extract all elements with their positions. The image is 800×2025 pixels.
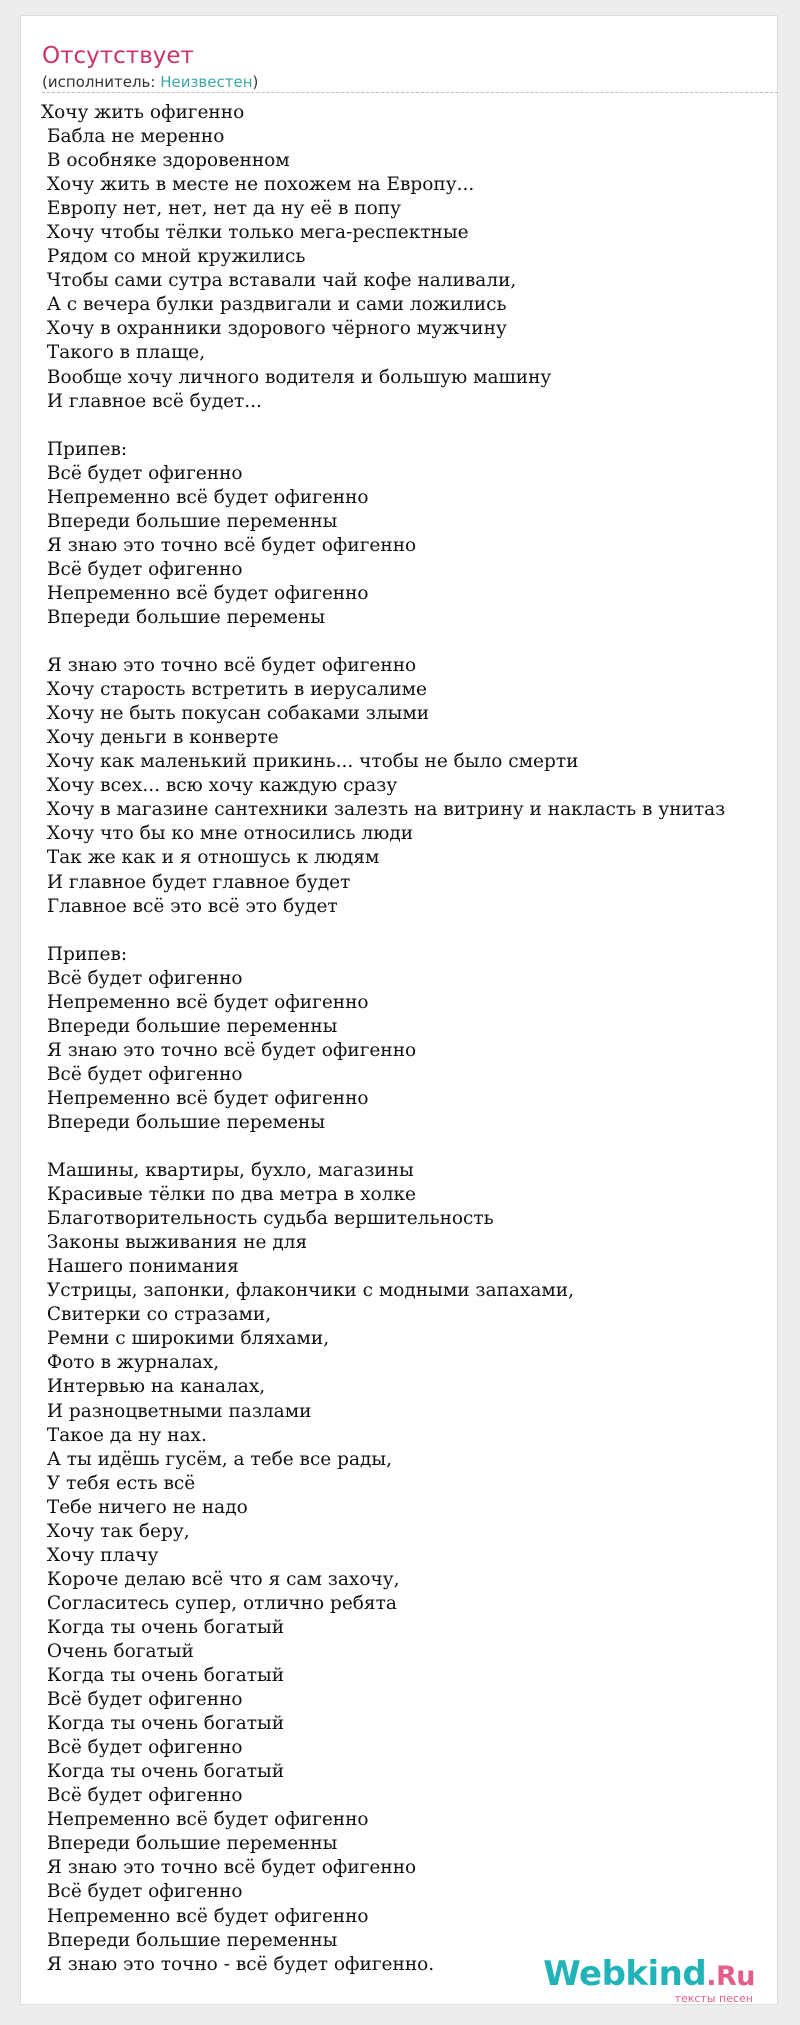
webkind-logo[interactable] xyxy=(543,1955,755,2005)
title-divider xyxy=(42,92,778,93)
artist-link[interactable]: Неизвестен xyxy=(160,73,253,91)
logo-wordmark xyxy=(543,1955,755,1996)
logo-subtitle: тексты песен xyxy=(674,1992,753,2005)
artist-suffix: ) xyxy=(252,73,259,91)
song-title: Отсутствует xyxy=(42,43,194,69)
artist-line xyxy=(42,72,258,92)
lyrics-card xyxy=(20,15,778,2005)
artist-prefix: (исполнитель: xyxy=(42,73,161,91)
lyrics-text: Хочу жить офигенно Бабла не меренно В особняке здоровенном Хочу жить в месте не похожем на Европу... Европу нет, нет, нет да ну её в попу Хочу чтобы тёлки только мега-респектные Рядом со мной кружились Чтобы сами сутра вставали чай кофе наливали, А с вечера булки раздвигали и сами ложились Хочу в охранники здорового чёрного мужчину Такого в плаще, Вообще хочу личного водителя и большую машину И главное всё будет... Припев: Всё будет офигенно Непременно всё будет офигенно Впереди большие переменны Я знаю это точно всё будет офигенно Всё будет офигенно Непременно всё будет офигенно Впереди большие перемены Я знаю это точно всё будет офигенно Хочу старость встретить в иерусалиме Хочу не быть покусан собаками злыми Хочу деньги в конверте Хочу как маленький прикинь... чтобы не было смерти Хочу всех... всю хочу каждую сразу Хочу в магазине сантехники залезть на витрину и накласть в унитаз Хочу что бы ко мне относились люди Так же как и я отношусь к людям И главное будет главное будет Главное всё это всё это будет Припев: Всё будет офигенно Непременно всё будет офигенно Впереди большие переменны Я знаю это точно всё будет офигенно Всё будет офигенно Непременно всё будет офигенно Впереди большие перемены Машины, квартиры, бухло, магазины Красивые тёлки по два метра в холке Благотворительность судьба вершительность Законы выживания не для Нашего понимания Устрицы, запонки, флакончики с модными запахами, Свитерки со стразами, Ремни с широкими бляхами, Фото в журналах, Интервью на каналах, И разноцветными пазлами Такое да ну нах. А ты идёшь гусём, а тебе все рады, У тебя есть всё Тебе ничего не надо Хочу так беру, Хочу плачу Короче делаю всё что я сам захочу, Согласитесь супер, отлично ребята Когда ты очень богатый Очень богатый Когда ты очень богатый Всё будет офигенно Когда ты очень богатый Всё будет офигенно Когда ты очень богатый Всё будет офигенно Непременно всё будет офигенно Впереди большие переменны Я знаю это точно всё будет офигенно Всё будет офигенно Непременно всё будет офигенно Впереди большие переменны Я знаю это точно - всё будет офигенно. xyxy=(41,102,726,1975)
logo-brand: Webkind xyxy=(543,1954,707,1994)
logo-tld: .Ru xyxy=(706,1961,755,1992)
